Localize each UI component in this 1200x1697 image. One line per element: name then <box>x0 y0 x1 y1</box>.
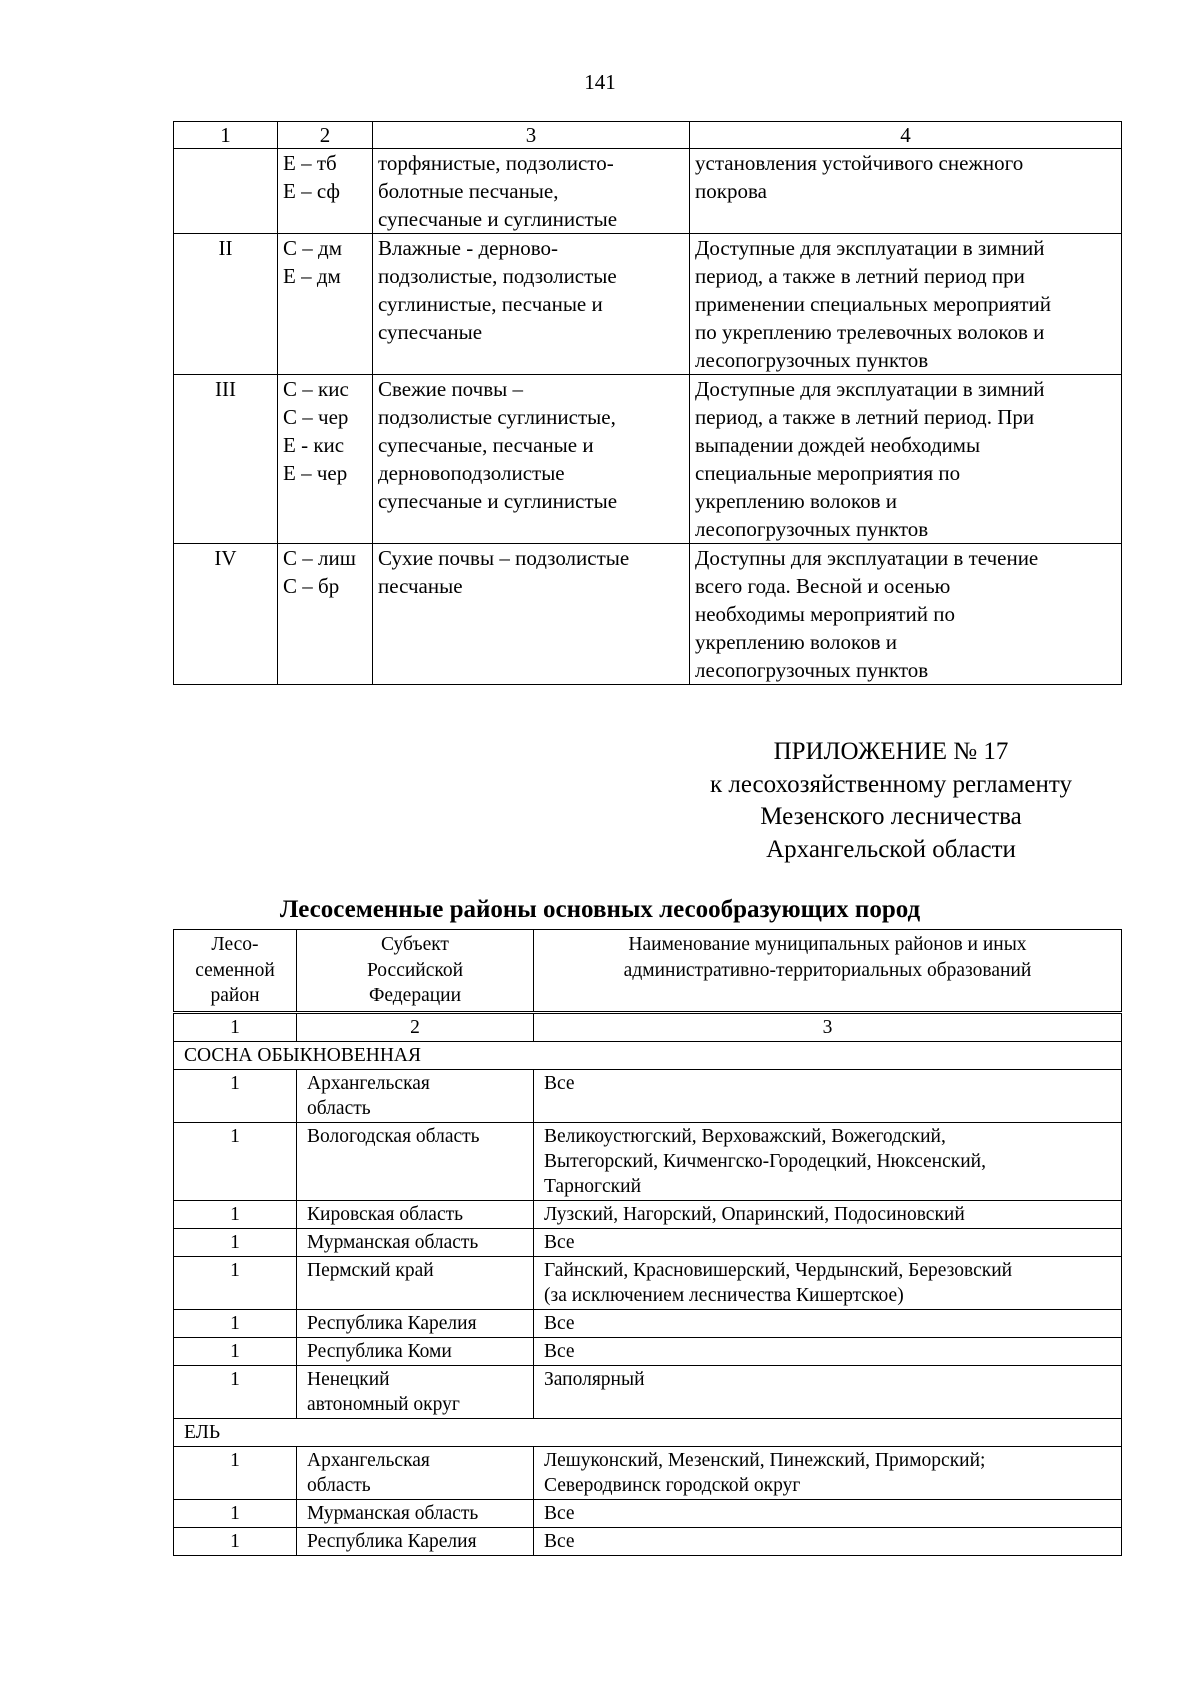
column-number: 2 <box>278 122 373 149</box>
areas-cell: Все <box>534 1500 1122 1528</box>
table-row <box>174 1201 1122 1229</box>
table-title: Лесосеменные районы основных лесообразующих пород <box>279 896 921 923</box>
soil-description-cell: Свежие почвы – подзолистые суглинистые, супесчаные, песчаные и дерновоподзолистые супесчаные и суглинистые <box>373 375 690 544</box>
areas-cell: Все <box>534 1338 1122 1366</box>
soil-group-cell <box>174 149 278 234</box>
district-cell: 1 <box>174 1123 297 1201</box>
header-subject: Субъект Российской Федерации <box>297 930 534 1012</box>
accessibility-cell: Доступны для эксплуатации в течение всего года. Весной и осенью необходимы мероприятий по укреплению волоков и лесопогрузочных пунктов <box>690 544 1122 685</box>
header-district: Лесо- семенной район <box>174 930 297 1012</box>
district-cell: 1 <box>174 1500 297 1528</box>
section-title: СОСНА ОБЫКНОВЕННАЯ <box>174 1042 1122 1070</box>
table-row <box>174 1366 1122 1419</box>
accessibility-cell: Доступные для эксплуатации в зимний период, а также в летний период. При выпадении дождей необходимы специальные мероприятия по укреплению волоков и лесопогрузочных пунктов <box>690 375 1122 544</box>
table-header-row <box>174 122 1122 149</box>
subject-cell: Республика Карелия <box>297 1310 534 1338</box>
soil-group-cell: IV <box>174 544 278 685</box>
soil-description-cell: Влажные - дерново- подзолистые, подзолистые суглинистые, песчаные и супесчаные <box>373 234 690 375</box>
forest-type-cell: С – лиш С – бр <box>278 544 373 685</box>
subject-cell: Архангельская область <box>297 1070 534 1123</box>
subject-cell: Кировская область <box>297 1201 534 1229</box>
district-cell: 1 <box>174 1528 297 1556</box>
table-row <box>174 1447 1122 1500</box>
areas-cell: Все <box>534 1229 1122 1257</box>
table-row <box>174 544 1122 685</box>
soil-group-cell: III <box>174 375 278 544</box>
district-cell: 1 <box>174 1366 297 1419</box>
section-title: ЕЛЬ <box>174 1419 1122 1447</box>
subject-cell: Республика Карелия <box>297 1528 534 1556</box>
table-row <box>174 1528 1122 1556</box>
areas-cell: Лузский, Нагорский, Опаринский, Подосиновский <box>534 1201 1122 1229</box>
areas-cell: Великоустюгский, Верховажский, Вожегодский, Вытегорский, Кичменгско-Городецкий, Нюксенский, Тарногский <box>534 1123 1122 1201</box>
table-row <box>174 1257 1122 1310</box>
column-number: 1 <box>174 122 278 149</box>
forest-type-cell: Е – тб Е – сф <box>278 149 373 234</box>
subject-cell: Мурманская область <box>297 1500 534 1528</box>
subject-cell: Вологодская область <box>297 1123 534 1201</box>
column-number: 3 <box>534 1014 1122 1042</box>
areas-cell: Все <box>534 1528 1122 1556</box>
column-number: 3 <box>373 122 690 149</box>
table-row <box>174 375 1122 544</box>
forest-type-cell: С – дм Е – дм <box>278 234 373 375</box>
areas-cell: Все <box>534 1310 1122 1338</box>
table-row <box>174 1123 1122 1201</box>
district-cell: 1 <box>174 1229 297 1257</box>
table-row <box>174 149 1122 234</box>
table-row <box>174 234 1122 375</box>
column-number: 1 <box>174 1014 297 1042</box>
section-row <box>174 1042 1122 1070</box>
subject-cell: Пермский край <box>297 1257 534 1310</box>
subject-cell: Мурманская область <box>297 1229 534 1257</box>
forest-type-cell: С – кис С – чер Е - кис Е – чер <box>278 375 373 544</box>
accessibility-cell: Доступные для эксплуатации в зимний период, а также в летний период при применении специальных мероприятий по укреплению трелевочных волоков и лесопогрузочных пунктов <box>690 234 1122 375</box>
areas-cell: Гайнский, Красновишерский, Чердынский, Березовский (за исключением лесничества Кишертское) <box>534 1257 1122 1310</box>
district-cell: 1 <box>174 1310 297 1338</box>
soil-group-cell: II <box>174 234 278 375</box>
table-row <box>174 1500 1122 1528</box>
subject-cell: Ненецкий автономный округ <box>297 1366 534 1419</box>
appendix-subtitle: Мезенского лесничества <box>760 803 1022 830</box>
accessibility-cell: установления устойчивого снежного покрова <box>690 149 1122 234</box>
table-header-row <box>174 930 1122 1012</box>
subject-cell: Республика Коми <box>297 1338 534 1366</box>
soil-description-cell: торфянистые, подзолисто- болотные песчаные, супесчаные и суглинистые <box>373 149 690 234</box>
areas-cell: Заполярный <box>534 1366 1122 1419</box>
soil-description-cell: Сухие почвы – подзолистые песчаные <box>373 544 690 685</box>
seed-districts-table <box>173 1013 1122 1556</box>
column-number: 4 <box>690 122 1122 149</box>
district-cell: 1 <box>174 1447 297 1500</box>
seed-districts-table-header <box>173 929 1122 1012</box>
district-cell: 1 <box>174 1201 297 1229</box>
district-cell: 1 <box>174 1338 297 1366</box>
appendix-subtitle: к лесохозяйственному регламенту <box>709 770 1073 798</box>
table-row <box>174 1338 1122 1366</box>
appendix-title: ПРИЛОЖЕНИЕ № 17 <box>773 738 1009 765</box>
appendix-heading <box>661 736 1121 866</box>
appendix-subtitle: Архангельской области <box>766 835 1016 863</box>
district-cell: 1 <box>174 1070 297 1123</box>
table-row <box>174 1229 1122 1257</box>
district-cell: 1 <box>174 1257 297 1310</box>
column-numbers-row <box>174 1014 1122 1042</box>
page-number: 141 <box>584 70 616 94</box>
table-row <box>174 1070 1122 1123</box>
subject-cell: Архангельская область <box>297 1447 534 1500</box>
section-row <box>174 1419 1122 1447</box>
areas-cell: Все <box>534 1070 1122 1123</box>
table-row <box>174 1310 1122 1338</box>
column-number: 2 <box>297 1014 534 1042</box>
areas-cell: Лешуконский, Мезенский, Пинежский, Приморский; Северодвинск городской округ <box>534 1447 1122 1500</box>
header-areas: Наименование муниципальных районов и иных административно-территориальных образований <box>534 930 1122 1012</box>
soil-accessibility-table <box>173 121 1122 685</box>
